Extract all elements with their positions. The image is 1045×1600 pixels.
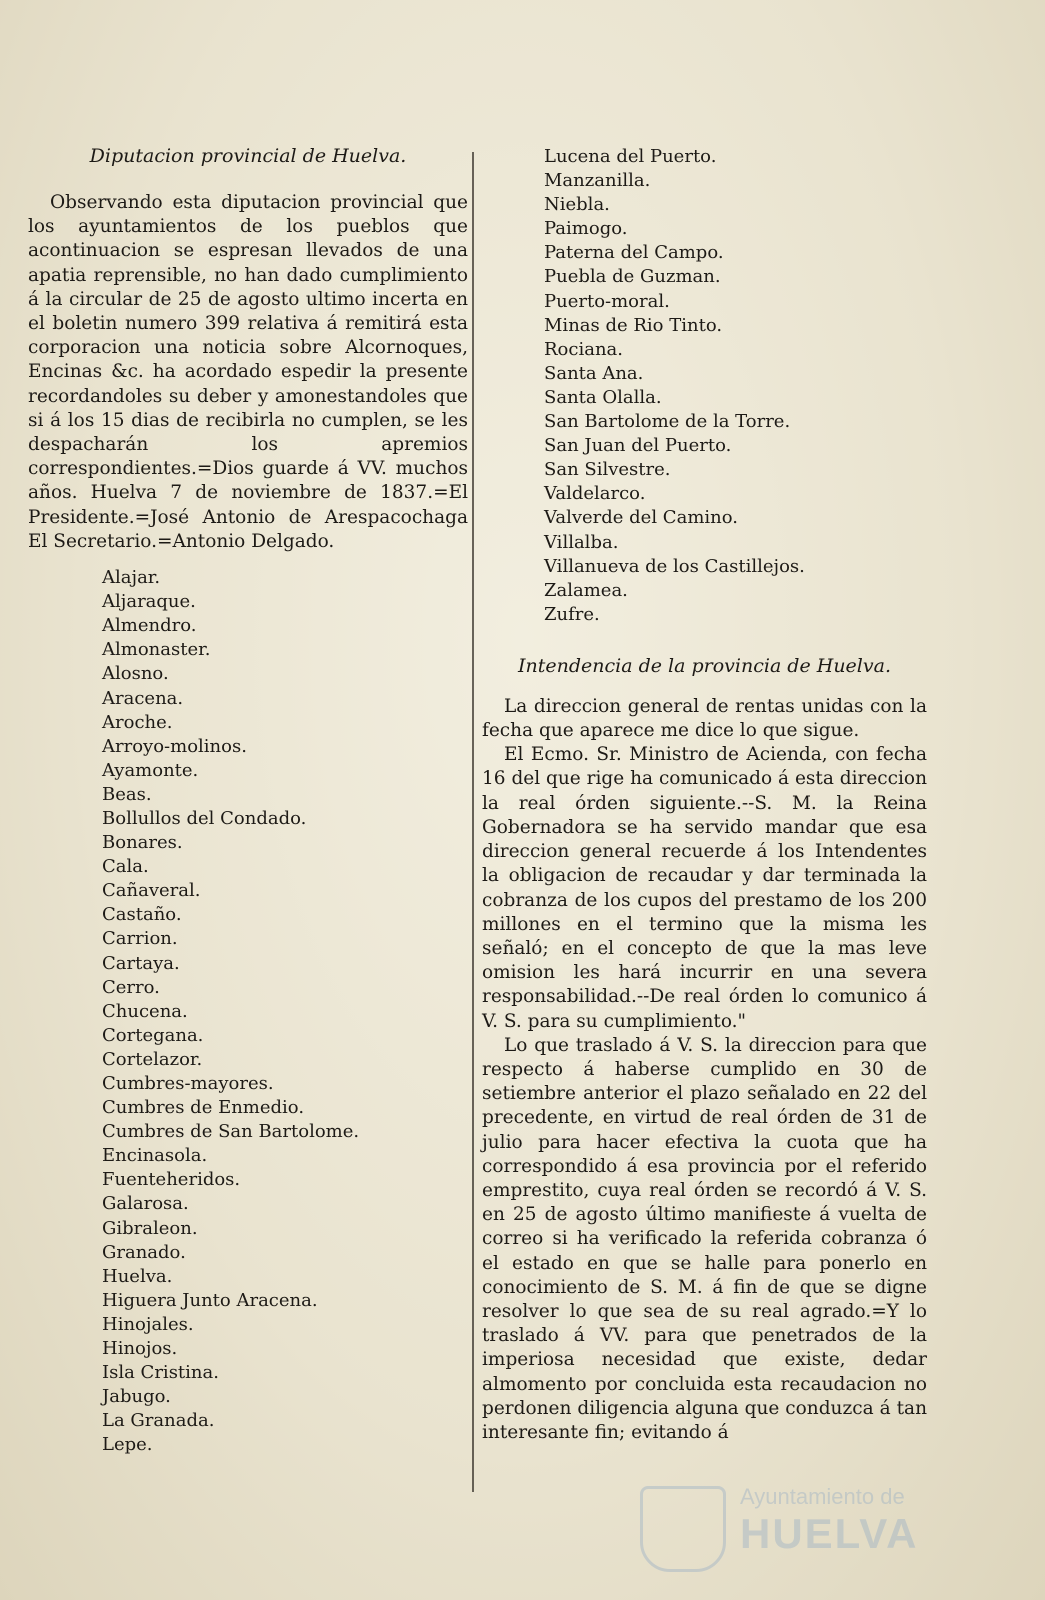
town-item: Santa Ana.: [544, 362, 644, 384]
section-heading-intendencia: Intendencia de la provincia de Huelva.: [518, 654, 891, 677]
town-item: Manzanilla.: [544, 170, 651, 192]
left-column: [28, 145, 468, 1458]
town-item: Huelva.: [102, 1265, 173, 1287]
section-heading-diputacion: Diputacion provincial de Huelva.: [89, 145, 407, 167]
town-item: Encinasola.: [102, 1145, 208, 1167]
archive-watermark: [640, 1480, 960, 1580]
town-item: Minas de Rio Tinto.: [544, 314, 723, 336]
town-item: Niebla.: [544, 194, 610, 216]
town-item: Bollullos del Condado.: [102, 807, 307, 829]
town-item: Carrion.: [102, 928, 178, 950]
town-item: Almonaster.: [102, 639, 211, 661]
town-item: Cumbres-mayores.: [102, 1073, 274, 1095]
column-divider: [472, 152, 474, 1492]
town-item: Gibraleon.: [102, 1217, 198, 1239]
town-item: Paterna del Campo.: [544, 242, 724, 264]
town-list-right: [482, 145, 927, 627]
town-item: Villalba.: [544, 531, 619, 553]
town-item: Higuera Junto Aracena.: [102, 1289, 318, 1311]
town-item: Valverde del Camino.: [544, 507, 738, 529]
town-item: Villanueva de los Castillejos.: [544, 555, 805, 577]
town-item: Zufre.: [544, 603, 600, 625]
town-item: San Juan del Puerto.: [544, 435, 732, 457]
watermark-line2: HUELVA: [740, 1510, 919, 1557]
town-item: Almendro.: [102, 615, 197, 637]
town-item: Arroyo-molinos.: [102, 735, 247, 757]
town-item: Galarosa.: [102, 1193, 189, 1215]
town-item: Hinojos.: [102, 1338, 178, 1360]
intendencia-paragraph-1: La direccion general de rentas unidas con la fecha que aparece me dice lo que sigue.: [482, 695, 927, 742]
town-item: Ayamonte.: [102, 759, 199, 781]
town-item: Cortegana.: [102, 1024, 204, 1046]
coat-of-arms-icon: [640, 1486, 726, 1572]
intendencia-paragraph-2: El Ecmo. Sr. Ministro de Acienda, con fecha 16 del que rige ha comunicado á esta direccion la real órden siguiente.--S. M. la Reina Gobernadora se ha servido mandar que esa direccion general recuerde á los Intendentes la obligacion de recaudar y dar terminada la cobranza de los cupos del prestamo de los 200 millones en el termino que la misma les señaló; en el concepto de que la mas leve omision les hará incurrir en una severa responsabilidad.--De real órden lo comunico á V. S. para su cumplimiento.": [482, 744, 927, 1032]
town-item: Cañaveral.: [102, 880, 201, 902]
town-item: Aljaraque.: [102, 591, 196, 613]
town-item: Fuenteheridos.: [102, 1169, 241, 1191]
town-item: Valdelarco.: [544, 483, 646, 505]
town-item: Cartaya.: [102, 952, 180, 974]
town-item: Lepe.: [102, 1434, 153, 1456]
town-item: Aracena.: [102, 687, 184, 709]
town-item: Cumbres de Enmedio.: [102, 1097, 305, 1119]
town-item: Santa Olalla.: [544, 386, 662, 408]
town-item: Zalamea.: [544, 579, 628, 601]
town-item: San Bartolome de la Torre.: [544, 411, 791, 433]
town-item: Aroche.: [102, 711, 173, 733]
right-column: [482, 145, 927, 1445]
town-item: Jabugo.: [102, 1386, 171, 1408]
town-item: Granado.: [102, 1241, 186, 1263]
diputacion-paragraph: Observando esta diputacion provincial que los ayuntamientos de los pueblos que acontinuacion se espresan llevados de una apatia reprensible, no han dado cumplimiento á la circular de 25 de agosto ultimo incerta en el boletin numero 399 relativa á remitirá esta corporacion una noticia sobre Alcornoques, Encinas &c. ha acordado espedir la presente recordandoles su deber y amonestandoles que si á los 15 dias de recibirla no cumplen, se les despacharán los apremios correspondientes.=Dios guarde á VV. muchos años. Huelva 7 de noviembre de 1837.=El Presidente.=José Antonio de Arespacochaga El Secretario.=Antonio Delgado.: [28, 192, 468, 552]
town-item: La Granada.: [102, 1410, 215, 1432]
town-item: Rociana.: [544, 338, 624, 360]
town-item: San Silvestre.: [544, 459, 671, 481]
town-list-left: [28, 566, 468, 1457]
town-item: Puebla de Guzman.: [544, 266, 721, 288]
town-item: Cala.: [102, 856, 149, 878]
town-item: Bonares.: [102, 832, 183, 854]
town-item: Isla Cristina.: [102, 1362, 219, 1384]
town-item: Cerro.: [102, 976, 160, 998]
town-item: Cumbres de San Bartolome.: [102, 1121, 360, 1143]
town-item: Castaño.: [102, 904, 182, 926]
town-item: Beas.: [102, 783, 152, 805]
town-item: Paimogo.: [544, 218, 628, 240]
town-item: Alosno.: [102, 663, 169, 685]
town-item: Hinojales.: [102, 1313, 194, 1335]
intendencia-paragraph-3: Lo que traslado á V. S. la direccion para que respecto á haberse cumplido en 30 de setiembre anterior el plazo señalado en 22 del precedente, en virtud de real órden de 31 de julio para hacer efectiva la cuota que ha correspondido á esa provincia por el referido emprestito, cuya real órden se recordó á V. S. en 25 de agosto último manifieste á vuelta de correo si ha verificado la referida cobranza ó el estado en que se halle para ponerlo en conocimiento de S. M. á fin de que se digne resolver lo que sea de su real agrado.=Y lo traslado á VV. para que penetrados de la imperiosa necesidad que existe, dedar almomento por concluida esta recaudacion no perdonen diligencia alguna que conduzca á tan interesante fin; evitando á: [482, 1034, 927, 1443]
town-item: Cortelazor.: [102, 1048, 203, 1070]
town-item: Alajar.: [102, 567, 161, 589]
town-item: Chucena.: [102, 1000, 188, 1022]
watermark-line1: Ayuntamiento de: [740, 1484, 905, 1509]
town-item: Lucena del Puerto.: [544, 146, 717, 167]
town-item: Puerto-moral.: [544, 290, 670, 312]
